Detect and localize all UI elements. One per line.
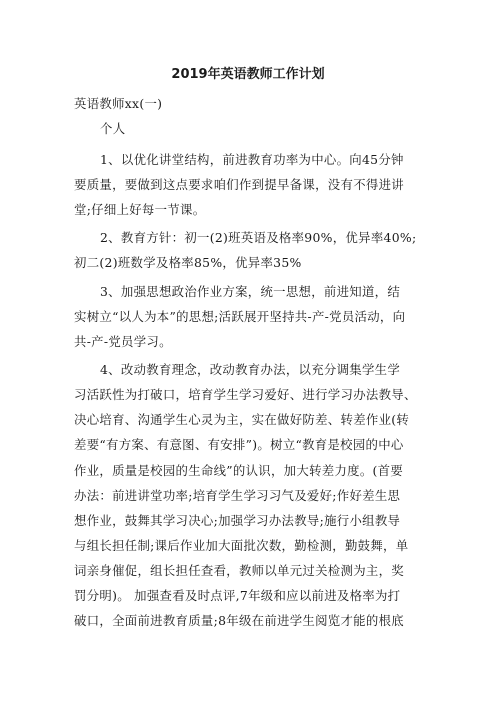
paragraph-line: 办法：前进讲堂功率;培育学生学习习气及爱好;作好差生思 bbox=[74, 488, 401, 503]
paragraph-line: 想作业，鼓舞其学习决心;加强学习办法教导;施行小组教导 bbox=[74, 513, 401, 528]
paragraph-line: 4、改动教育理念，改动教育办法，以充分调集学生学 bbox=[100, 362, 401, 377]
paragraph-line: 与组长担任制;课后作业加大面批次数，勤检测，勤鼓舞，单 bbox=[74, 538, 409, 553]
paragraph-line: 初二(2)班数学及格率85%，优异率35% bbox=[74, 255, 302, 270]
paragraph-line: 1、以优化讲堂结构，前进教育功率为中心。向45分钟 bbox=[100, 152, 404, 167]
paragraph-line: 破口，全面前进教育质量;8年级在前进学生阅览才能的根底 bbox=[74, 613, 404, 628]
paragraph-line: 词亲身催促，组长担任查看，教师以单元过关检测为主，奖 bbox=[74, 563, 404, 578]
paragraph-line: 差要“有方案、有意图、有安排”)。树立“教育是校园的中心 bbox=[74, 437, 404, 452]
paragraph-line: 堂;仔细上好每一节课。 bbox=[74, 202, 206, 217]
paragraph-line: 3、加强思想政治作业方案，统一思想，前进知道，结 bbox=[100, 284, 401, 299]
paragraph-line: 习活跃性为打破口，培育学生学习爱好、进行学习办法教导、 bbox=[74, 387, 417, 402]
paragraph-line: 2、教育方针：初一(2)班英语及格率90%，优异率40%; bbox=[100, 230, 417, 245]
paragraph-line: 罚分明)。 加强查看及时点评,7年级和应以前进及格率为打 bbox=[74, 588, 401, 603]
author-line: 英语教师xx(一) bbox=[74, 96, 163, 111]
paragraph-line: 要质量，要做到这点要求咱们作到提早备课，没有不得进讲 bbox=[74, 177, 404, 192]
section-heading: 个人 bbox=[100, 121, 126, 136]
document-title: 2019年英语教师工作计划 bbox=[171, 67, 325, 82]
paragraph-line: 共-产-党员学习。 bbox=[74, 334, 172, 349]
paragraph-line: 实树立“以人为本”的思想;活跃展开坚持共-产-党员活动，向 bbox=[74, 309, 406, 324]
paragraph-line: 作业，质量是校园的生命线”的认识，加大转差力度。(首要 bbox=[74, 463, 404, 478]
paragraph-line: 决心培育、沟通学生心灵为主，实在做好防差、转差作业(转 bbox=[74, 412, 410, 427]
